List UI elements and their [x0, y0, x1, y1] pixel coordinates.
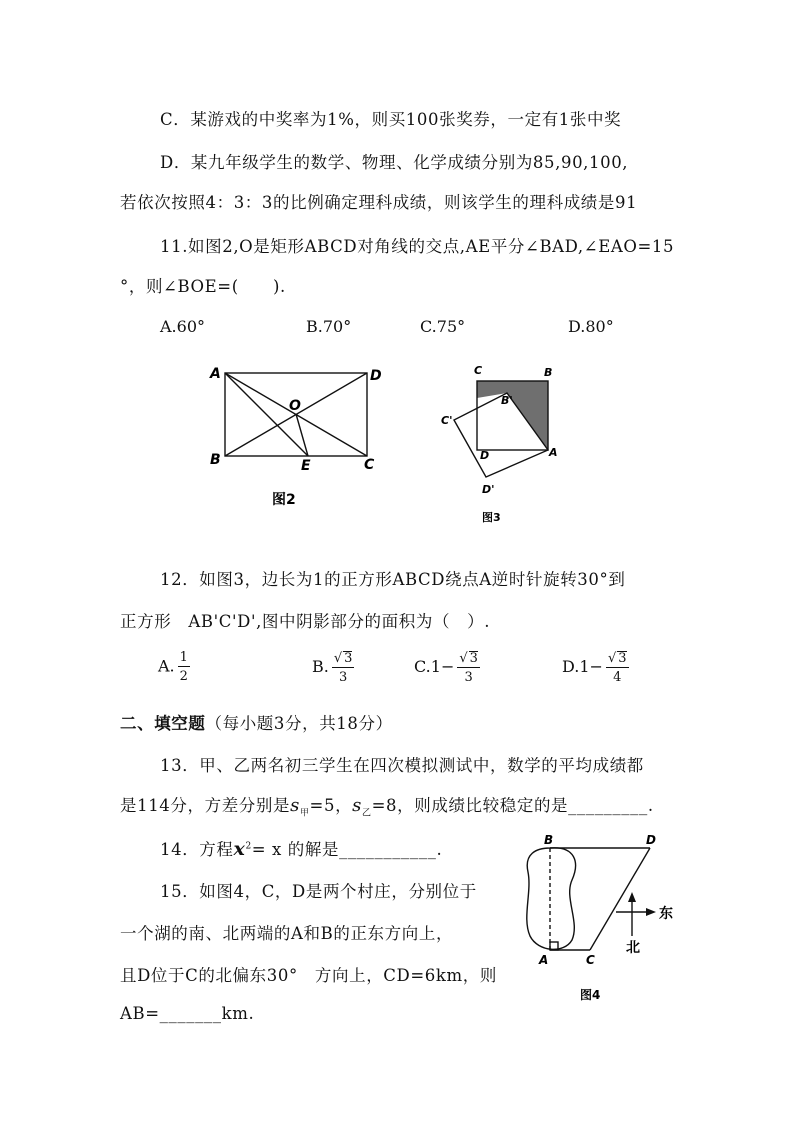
- q10-option-d-line2: 若依次按照4：3：3的比例确定理科成绩，则该学生的理科成绩是91: [120, 193, 638, 212]
- fig2-label-o: O: [289, 398, 301, 414]
- q15-stem-line3: 且D位于C的北偏东30° 方向上，CD=6km，则: [120, 966, 497, 985]
- fig2-label-e: E: [301, 458, 311, 474]
- fig2-caption: 图2: [272, 492, 296, 508]
- fig2-label-d: D: [370, 368, 382, 384]
- equation-x-squared: $x^2$: [233, 838, 252, 860]
- q12-option-c: [414, 651, 480, 684]
- fraction-numerator: √ 3: [459, 651, 478, 666]
- q15-stem-line2: 一个湖的南、北两端的A和B的正东方向上，: [120, 924, 454, 943]
- sqrt-radicand: 3: [344, 651, 353, 666]
- q14-eq: = x 的解是: [251, 840, 340, 859]
- q13-text-a: 是114分，方差分别是: [120, 796, 291, 815]
- fig2-label-a: A: [210, 366, 221, 382]
- q11-option-a: A.60°: [160, 317, 205, 336]
- fraction: [332, 651, 355, 684]
- q12-stem-line1: 12．如图3，边长为1的正方形ABCD绕点A逆时针旋转30°到: [160, 570, 626, 589]
- q15-stem-line4: AB=_______km.: [120, 1004, 255, 1023]
- fig3-caption: 图3: [482, 511, 501, 524]
- east-arrow-head: [646, 908, 656, 916]
- fig4-label-b: B: [544, 833, 554, 847]
- fig3-label-b-prime: B': [501, 394, 513, 407]
- q12-option-d-label: D.1−: [562, 657, 603, 676]
- line-cd: [590, 848, 650, 950]
- q11-option-b: B.70°: [306, 317, 352, 336]
- figure-3: [436, 360, 576, 530]
- fraction-denominator: 4: [613, 670, 622, 685]
- fig4-label-d: D: [646, 833, 656, 847]
- q13-answer-blank[interactable]: _________: [568, 796, 648, 815]
- fraction-denominator: 3: [464, 670, 473, 685]
- q10-option-d-line1: D．某九年级学生的数学、物理、化学成绩分别为85,90,100,: [160, 153, 629, 172]
- fig4-label-a: A: [539, 953, 549, 967]
- q11-stem-line2: °，则∠BOE=( ).: [120, 277, 286, 296]
- fraction: [606, 651, 629, 684]
- variance-symbol: $s_乙$: [352, 795, 372, 819]
- q13-stem-line2: [120, 792, 654, 818]
- q14-stem: [160, 836, 442, 860]
- q15-stem-line1: 15．如图4，C，D是两个村庄，分别位于: [160, 882, 477, 901]
- section-title: 二、填空题: [120, 714, 206, 733]
- sqrt-radicand: 3: [618, 651, 627, 666]
- fig3-label-a: A: [549, 446, 558, 459]
- fig2-label-b: B: [210, 452, 221, 468]
- fig3-label-b: B: [544, 366, 553, 379]
- q11-stem-line1: 11.如图2,O是矩形ABCD对角线的交点,AE平分∠BAD,∠EAO=15: [160, 237, 675, 256]
- q12-option-d: [562, 651, 629, 684]
- shaded-region: [477, 381, 548, 450]
- q14-prefix: 14．方程: [160, 840, 234, 859]
- q12-option-b-label: B.: [312, 657, 329, 676]
- q13-end: .: [647, 796, 654, 815]
- fraction: [178, 651, 190, 683]
- q11-option-d: D.80°: [568, 317, 614, 336]
- q12-option-a: [158, 651, 190, 683]
- q13-stem-line1: 13．甲、乙两名初三学生在四次模拟测试中，数学的平均成绩都: [160, 756, 644, 775]
- fraction-numerator: 1: [179, 650, 188, 665]
- fig3-label-c-prime: C': [441, 414, 453, 427]
- fraction-denominator: 2: [179, 669, 188, 684]
- fig4-caption: 图4: [580, 988, 601, 1002]
- fraction-numerator: √ 3: [607, 651, 627, 666]
- section-note: （每小题3分，共18分）: [205, 714, 393, 733]
- q14-end: .: [436, 840, 443, 859]
- q13-variance-1: =5，: [309, 796, 353, 815]
- figure-4: [520, 832, 690, 1012]
- lake-outline: [527, 848, 576, 950]
- fig3-label-d: D: [480, 449, 490, 462]
- section-heading: [120, 710, 393, 734]
- figure-2: [200, 360, 400, 520]
- q12-option-c-label: C.1−: [414, 657, 455, 676]
- q11-option-c: C.75°: [420, 317, 466, 336]
- fig3-label-c: C: [474, 364, 483, 377]
- q14-answer-blank[interactable]: ___________: [339, 840, 437, 859]
- fig4-label-east: 东: [659, 906, 673, 922]
- variance-symbol: $s_甲$: [290, 795, 310, 819]
- fraction-numerator: √ 3: [333, 651, 353, 666]
- fig3-label-d-prime: D': [482, 483, 495, 496]
- north-arrow-head: [628, 892, 636, 902]
- fig4-label-north: 北: [626, 940, 640, 956]
- q12-stem-line2: 正方形 AB'C'D',图中阴影部分的面积为（ ）.: [120, 612, 491, 631]
- fig2-label-c: C: [364, 457, 375, 473]
- fig4-label-c: C: [586, 953, 595, 967]
- sqrt-radicand: 3: [469, 651, 478, 666]
- fraction: [457, 651, 480, 684]
- q12-option-b: [312, 651, 354, 684]
- q10-option-c: C．某游戏的中奖率为1%，则买100张奖券，一定有1张中奖: [160, 110, 622, 129]
- q13-variance-2: =8，则成绩比较稳定的是: [371, 796, 569, 815]
- q12-option-a-label: A.: [158, 656, 175, 676]
- fraction-denominator: 3: [338, 670, 348, 685]
